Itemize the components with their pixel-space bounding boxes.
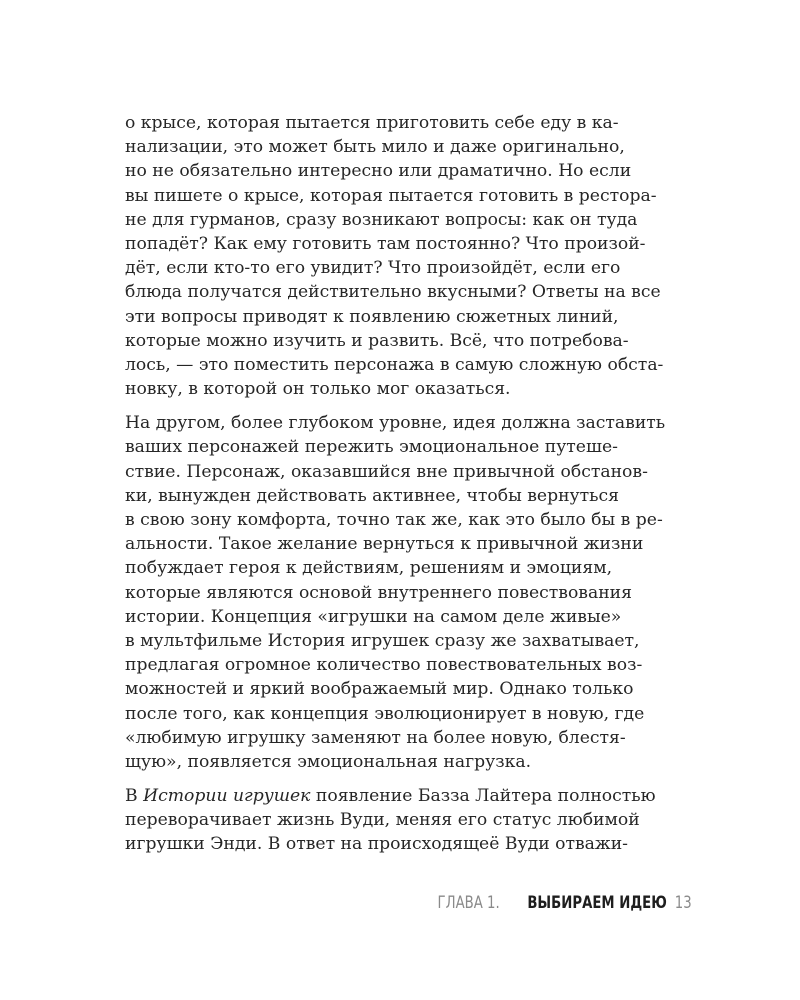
paragraph-3 — [125, 784, 655, 857]
text-line: вы пишете о крысе, которая пытается готовить в рестора- — [125, 185, 657, 206]
text-line: альности. Такое желание вернуться к привычной жизни — [125, 534, 644, 555]
text-line: можностей и яркий воображаемый мир. Однако только — [125, 679, 634, 700]
text-line: предлагая огромное количество повествовательных воз- — [125, 655, 643, 676]
text-line: в мультфильме История игрушек сразу же захватывает, — [125, 630, 640, 651]
text-line: лось, — это поместить персонажа в самую сложную обста- — [125, 354, 664, 375]
text-line: На другом, более глубоком уровне, идея должна заставить — [125, 413, 666, 434]
text-line: после того, как концепция эволюционирует в новую, где — [125, 703, 645, 724]
text-line: «любимую игрушку заменяют на более новую, блестя- — [125, 727, 626, 748]
text-line: игрушки Энди. В ответ на происходящеё Вуди отважи- — [125, 834, 628, 855]
body-text — [125, 111, 666, 857]
paragraph-2 — [125, 411, 666, 774]
chapter-label: ГЛАВА 1. — [437, 893, 500, 913]
text-line: нализации, это может быть мило и даже оригинально, — [125, 137, 625, 158]
text-line: ваших персонажей пережить эмоциональное путеше- — [125, 437, 618, 458]
text-line: истории. Концепция «игрушки на самом деле живые» — [125, 606, 622, 627]
running-footer — [420, 893, 692, 917]
text-line: переворачивает жизнь Вуди, меняя его статус любимой — [125, 810, 640, 831]
line-prefix: В — [125, 786, 144, 807]
text-line: не для гурманов, сразу возникают вопросы: как он туда — [125, 209, 638, 230]
text-line: которые можно изучить и развить. Всё, что потребова- — [125, 330, 629, 351]
text-line: дёт, если кто-то его увидит? Что произойдёт, если его — [125, 258, 621, 279]
text-line: ки, вынужден действовать активнее, чтобы вернуться — [125, 485, 619, 506]
text-line: эти вопросы приводят к появлению сюжетных линий, — [125, 306, 619, 327]
text-line: ствие. Персонаж, оказавшийся вне привычной обстанов- — [125, 461, 648, 482]
text-line — [125, 784, 655, 808]
text-line: о крысе, которая пытается приготовить себе еду в ка- — [125, 113, 619, 133]
book-title-italic: Истории игрушек — [143, 786, 311, 807]
text-line: которые являются основой внутреннего повествования — [125, 582, 632, 603]
paragraph-1 — [125, 111, 664, 401]
text-line: щую», появляется эмоциональная нагрузка. — [125, 751, 532, 772]
chapter-title: ВЫБИРАЕМ ИДЕЮ — [526, 893, 667, 913]
text-line: побуждает героя к действиям, решениям и эмоциям, — [125, 558, 613, 579]
text-line: в свою зону комфорта, точно так же, как это было бы в ре- — [125, 510, 663, 530]
line-suffix: появление Базза Лайтера полностью — [310, 786, 656, 807]
text-line: новку, в которой он только мог оказаться. — [125, 379, 511, 400]
text-line: блюда получатся действительно вкусными? Ответы на все — [125, 282, 661, 303]
text-line: попадёт? Как ему готовить там постоянно? Что произой- — [125, 233, 646, 254]
page-number: 13 — [675, 893, 692, 913]
text-line: но не обязательно интересно или драматично. Но если — [125, 161, 632, 182]
